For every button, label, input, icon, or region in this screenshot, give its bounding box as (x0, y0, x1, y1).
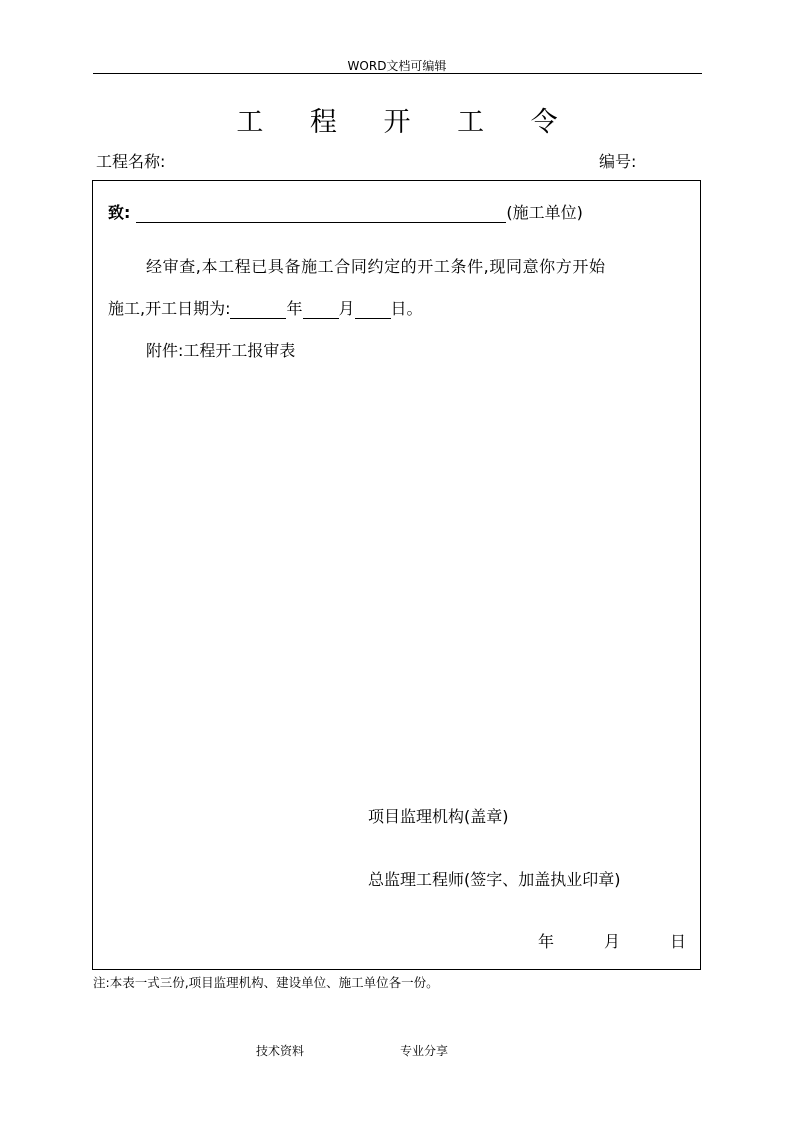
year-char: 年 (286, 299, 303, 318)
start-date-line (108, 296, 423, 319)
chief-engineer-signature: 总监理工程师(签字、加盖执业印章) (368, 870, 621, 889)
supervision-org-signature: 项目监理机构(盖章) (368, 807, 509, 826)
sign-date-month: 月 (604, 932, 621, 951)
document-title: 工 程 开 工 令 (236, 107, 577, 138)
recipient-suffix: (施工单位) (506, 203, 583, 222)
month-char: 月 (338, 299, 355, 318)
footer-right-text: 专业分享 (400, 1044, 449, 1058)
sign-date-year: 年 (538, 932, 555, 951)
header-divider (93, 73, 702, 74)
sign-date-day: 日 (670, 932, 687, 951)
day-blank[interactable] (355, 300, 391, 319)
to-label: 致: (108, 203, 131, 222)
document-header: WORD文档可编辑 (347, 59, 447, 73)
project-name-label: 工程名称: (96, 152, 166, 171)
attachment-text: 附件:工程开工报审表 (146, 341, 296, 360)
day-char: 日。 (390, 299, 423, 318)
number-label: 编号: (599, 152, 637, 171)
body-text-line-1: 经审查,本工程已具备施工合同约定的开工条件,现同意你方开始 (146, 257, 606, 276)
start-date-prefix: 施工,开工日期为: (108, 299, 231, 318)
recipient-line (108, 200, 583, 223)
recipient-blank[interactable] (136, 204, 506, 223)
footer-left-text: 技术资料 (256, 1044, 305, 1058)
year-blank[interactable] (230, 300, 286, 319)
footnote: 注:本表一式三份,项目监理机构、建设单位、施工单位各一份。 (93, 975, 439, 990)
month-blank[interactable] (303, 300, 339, 319)
